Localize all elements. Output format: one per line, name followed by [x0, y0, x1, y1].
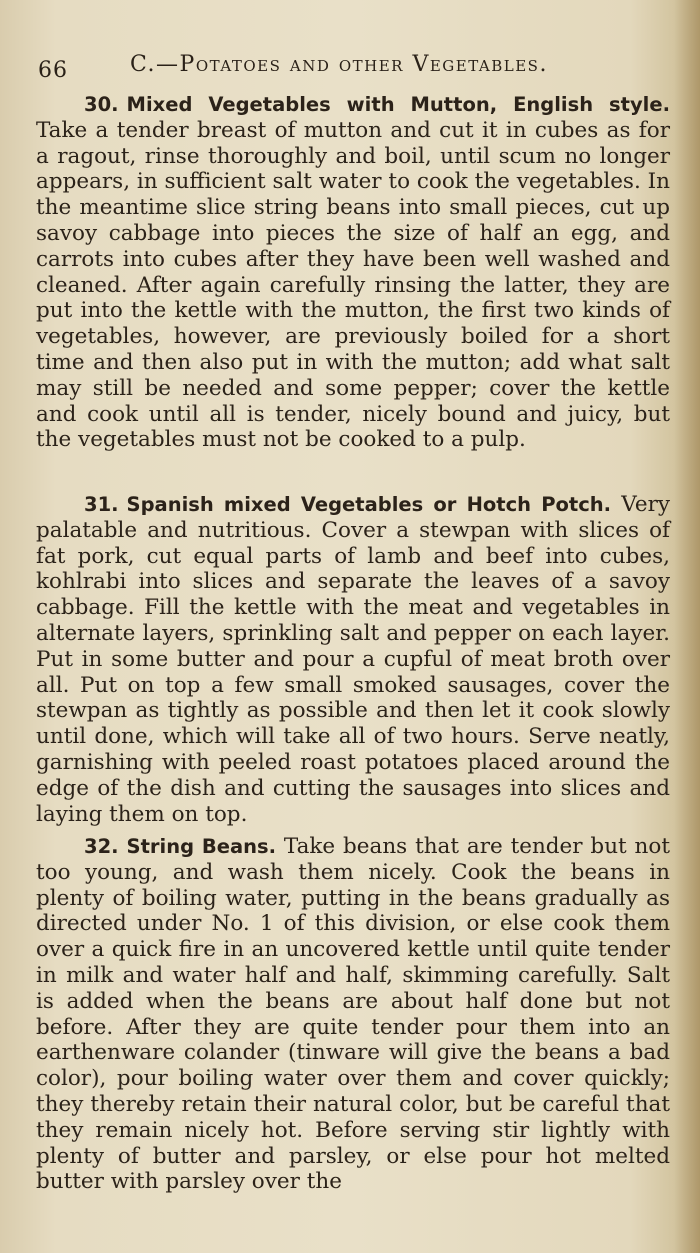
- recipe-title: Spanish mixed Vegetables or Hotch Potch.: [126, 493, 612, 516]
- recipe-text: Very palatable and nutritious. Cover a stewpan with slices of fat pork, cut equal parts of lamb and beef into cubes, kohlrabi into slices and separate the leaves of a savoy cabbage. Fill the kettle with the meat and vegetables in alternate layers, sprinkling salt and pepper on each layer. Put in some butter and pour a cupful of meat broth over all. Put on top a few small smoked sausages, cover the stewpan as tightly as possible and then let it cook slowly until done, which will take all of two hours. Serve neatly, garnishing with peeled roast potatoes placed around the edge of the dish and cutting the sausages into slices and laying them on top.: [36, 492, 670, 827]
- recipe-32: [36, 834, 670, 1195]
- recipe-30: [36, 92, 670, 453]
- page-number: 66: [38, 58, 68, 83]
- recipe-number: 30.: [84, 93, 119, 116]
- recipe-text: Take beans that are tender but not too young, and wash them nicely. Cook the beans in plenty of boiling water, putting in the beans gradually as directed under No. 1 of this division, or else cook them over a quick fire in an uncovered kettle until quite tender in milk and water half and half, skimming carefully. Salt is added when the beans are about half done but not before. After they are quite tender pour them into an earthenware colander (tinware will give the beans a bad color), pour boiling water over them and cover quickly; they thereby retain their natural color, but be careful that they remain nicely hot. Before serving stir lightly with plenty of butter and parsley, or else pour hot melted butter with parsley over the: [36, 834, 670, 1195]
- recipe-31: [36, 492, 670, 827]
- recipe-title: Mixed Vegetables with Mutton, English style.: [126, 93, 670, 116]
- recipe-title: String Beans.: [126, 835, 277, 858]
- recipe-text: Take a tender breast of mutton and cut it in cubes as for a ragout, rinse thoroughly and boil, until scum no longer appears, in sufficient salt water to cook the vegetables. In the meantime slice string beans into small pieces, cut up savoy cabbage into pieces the size of half an egg, and carrots into cubes after they have been well washed and cleaned. After again carefully rinsing the latter, they are put into the kettle with the mutton, the first two kinds of vegetables, however, are previously boiled for a short time and then also put in with the mutton; add what salt may still be needed and some pepper; cover the kettle and cook until all is tender, nicely bound and juicy, but the vegetables must not be cooked to a pulp.: [36, 117, 670, 453]
- recipe-number: 32.: [84, 835, 119, 858]
- running-head: C.—Potatoes and other Vegetables.: [130, 52, 548, 77]
- recipe-number: 31.: [84, 493, 119, 516]
- spine-shadow: [674, 0, 700, 1253]
- page-header: [38, 46, 658, 86]
